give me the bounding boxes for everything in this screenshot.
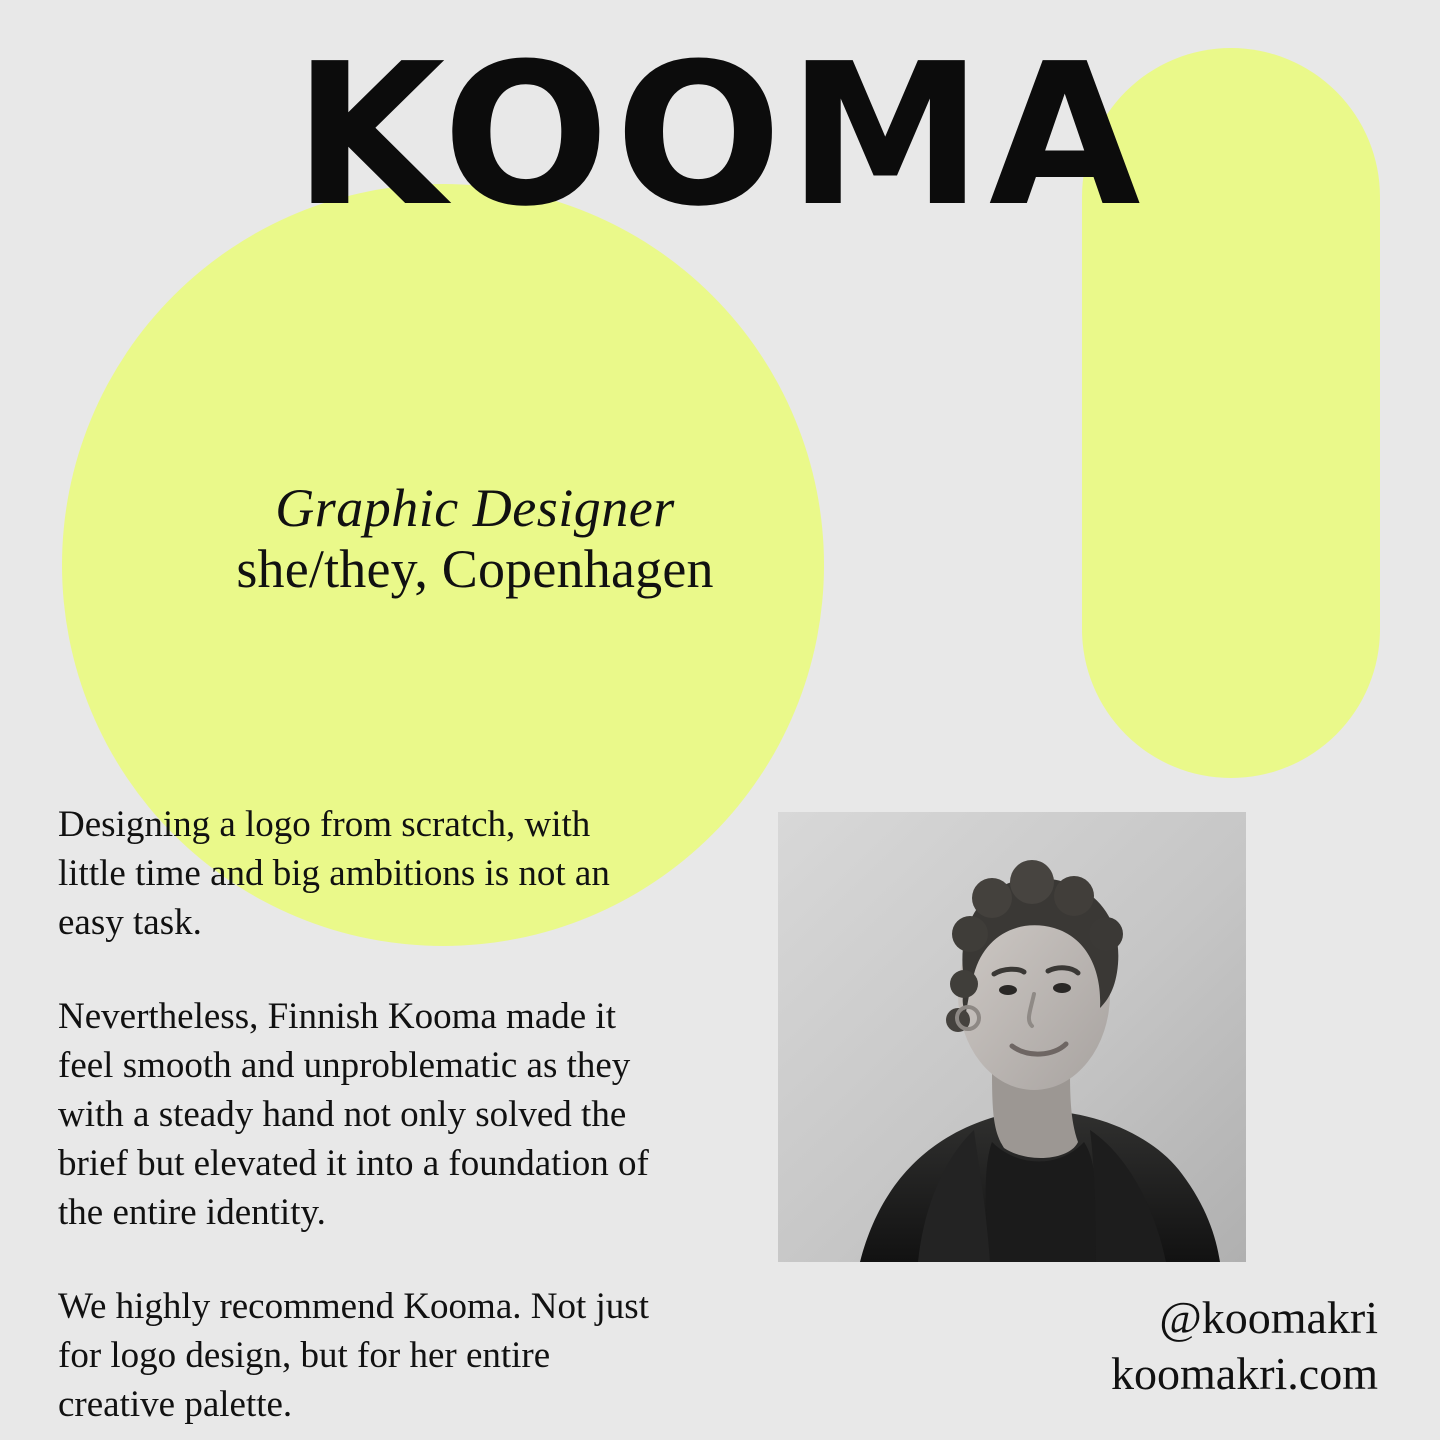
testimonial-paragraph: Nevertheless, Finnish Kooma made it feel smooth and unproblematic as they with a steady hand not only solved the brief but elevated it into a foundation of the entire identity. — [58, 995, 649, 1234]
portrait-photo — [778, 812, 1246, 1262]
role-title: Graphic Designer — [275, 478, 675, 538]
social-handle[interactable]: @koomakri — [1159, 1291, 1378, 1343]
brand-logo: KOOMA — [293, 22, 1147, 250]
contact-block — [1111, 1290, 1378, 1402]
testimonial-paragraph: Designing a logo from scratch, with little time and big ambitions is not an easy task. — [58, 804, 610, 944]
testimonial-paragraph: We highly recommend Kooma. Not just for logo design, but for her entire creative palette. — [58, 1285, 649, 1426]
pronouns-location: she/they, Copenhagen — [236, 539, 714, 600]
testimonial-text — [58, 800, 658, 1429]
title-block — [60, 478, 890, 602]
website-url[interactable]: koomakri.com — [1111, 1347, 1378, 1399]
